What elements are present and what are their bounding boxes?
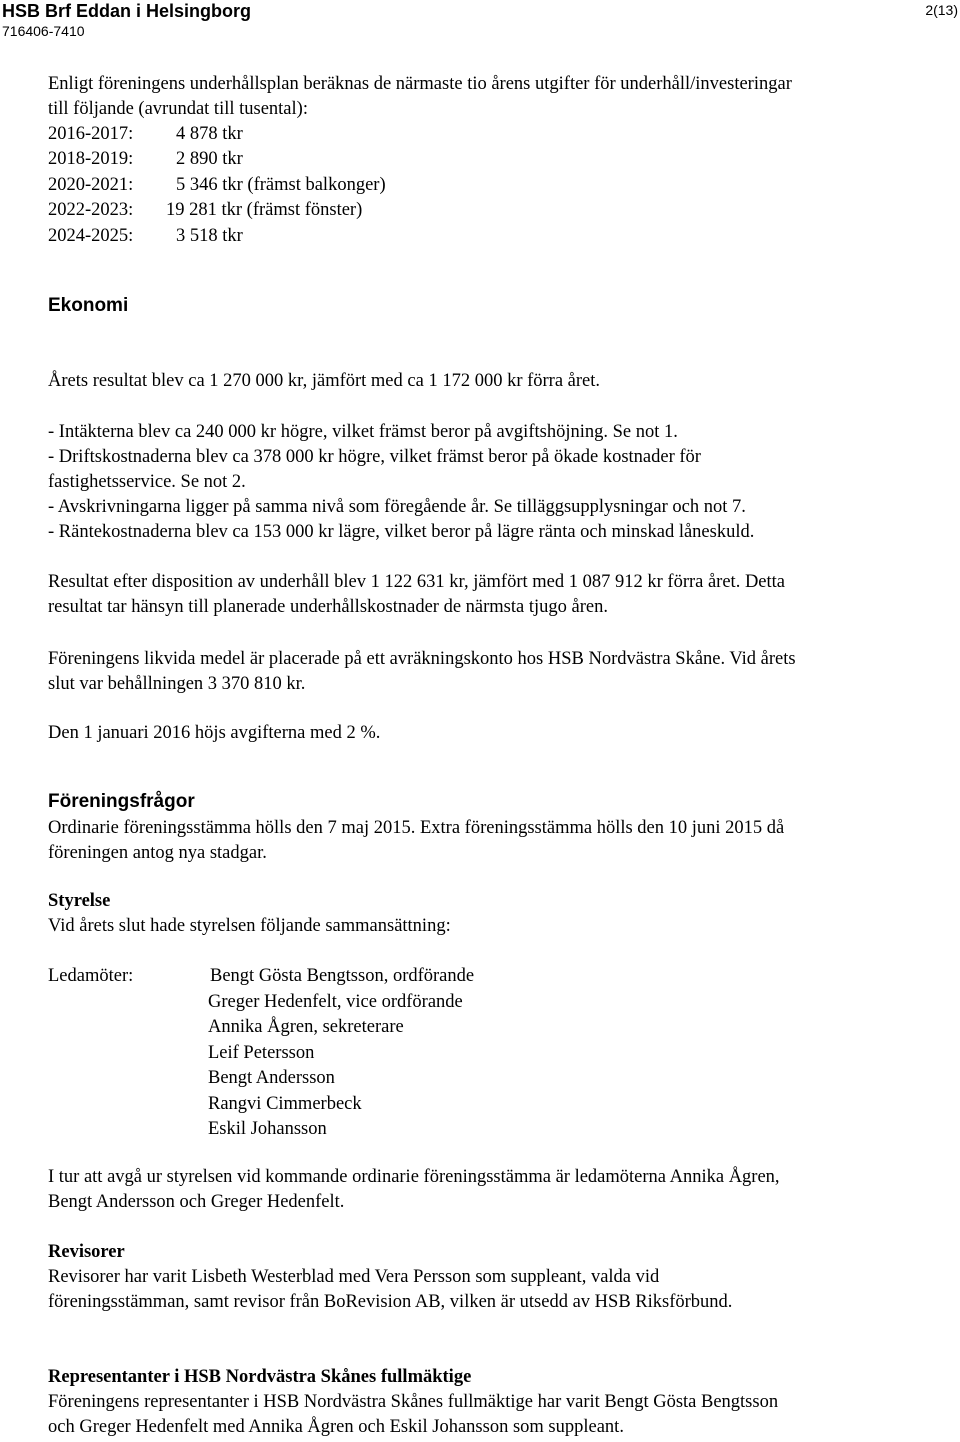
maintenance-period: 2020-2021:: [48, 175, 134, 195]
styrelse-intro: Vid årets slut hade styrelsen följande sammansättning:: [48, 916, 451, 936]
revisorer-line-2: föreningsstämman, samt revisor från BoRevision AB, vilken är utsedd av HSB Riksförbund.: [48, 1292, 733, 1312]
board-member-list: [208, 964, 474, 1143]
revisorer-heading: Revisorer: [48, 1242, 125, 1262]
liquidity-line-1: Föreningens likvida medel är placerade på ett avräkningskonto hos HSB Nordvästra Skåne. Vid årets: [48, 649, 796, 669]
maintenance-row: [48, 122, 243, 148]
bullet-driftskostnader-cont: fastighetsservice. Se not 2.: [48, 472, 246, 492]
liquidity-line-2: slut var behållningen 3 370 810 kr.: [48, 674, 306, 694]
bullet-driftskostnader: - Driftskostnaderna blev ca 378 000 kr högre, vilket främst beror på ökade kostnader för: [48, 447, 701, 467]
maintenance-row: [48, 198, 362, 224]
maintenance-period: 2016-2017:: [48, 124, 134, 144]
maintenance-row: [48, 224, 243, 250]
representanter-line-1: Föreningens representanter i HSB Nordvästra Skånes fullmäktige har varit Bengt Gösta Bengtsson: [48, 1392, 779, 1412]
organization-number: 716406-7410: [2, 23, 85, 39]
rotation-line-1: I tur att avgå ur styrelsen vid kommande ordinarie föreningsstämma är ledamöterna Annika Ågren,: [48, 1167, 780, 1187]
styrelse-heading: Styrelse: [48, 891, 111, 911]
result-line: Årets resultat blev ca 1 270 000 kr, jämfört med ca 1 172 000 kr förra året.: [48, 371, 601, 391]
maintenance-amount: 3 518 tkr: [176, 226, 243, 246]
board-member: Greger Hedenfelt, vice ordförande: [208, 991, 463, 1012]
organization-name: HSB Brf Eddan i Helsingborg: [2, 1, 252, 21]
maintenance-period: 2022-2023:: [48, 200, 134, 220]
page-number: 2(13): [925, 2, 958, 18]
maintenance-period: 2018-2019:: [48, 149, 134, 169]
board-member: Annika Ågren, sekreterare: [208, 1017, 404, 1037]
representanter-heading: Representanter i HSB Nordvästra Skånes fullmäktige: [48, 1367, 472, 1387]
meeting-line-1: Ordinarie föreningsstämma hölls den 7 maj 2015. Extra föreningsstämma hölls den 10 juni 2015 då: [48, 818, 785, 838]
board-member: Bengt Andersson: [208, 1068, 335, 1088]
revisorer-line-1: Revisorer har varit Lisbeth Westerblad med Vera Persson som suppleant, valda vid: [48, 1267, 660, 1287]
maintenance-amount: 19 281 tkr (främst fönster): [166, 200, 363, 220]
ledamoter-label: Ledamöter:: [48, 966, 134, 986]
disposition-line-2: resultat tar hänsyn till planerade underhållskostnader de närmsta tjugo åren.: [48, 597, 608, 617]
maintenance-period: 2024-2025:: [48, 226, 134, 246]
board-member: Leif Petersson: [208, 1042, 315, 1063]
bullet-intakter: - Intäkterna blev ca 240 000 kr högre, vilket främst beror på avgiftshöjning. Se not 1.: [48, 422, 678, 442]
representanter-line-2: och Greger Hedenfelt med Annika Ågren och Eskil Johansson som suppleant.: [48, 1417, 624, 1437]
fee-line: Den 1 januari 2016 höjs avgifterna med 2 %.: [48, 723, 381, 743]
maintenance-amount: 4 878 tkr: [176, 124, 243, 144]
maintenance-row: [48, 147, 243, 173]
bullet-rantekostnader: - Räntekostnaderna blev ca 153 000 kr lägre, vilket beror på lägre ränta och minskad låneskuld.: [48, 522, 755, 542]
board-member: Eskil Johansson: [208, 1119, 327, 1139]
maintenance-amount: 5 346 tkr (främst balkonger): [176, 175, 386, 195]
maintenance-row: [48, 173, 386, 199]
disposition-line-1: Resultat efter disposition av underhåll blev 1 122 631 kr, jämfört med 1 087 912 kr förra året. Detta: [48, 572, 786, 592]
maintenance-intro-line-1: Enligt föreningens underhållsplan beräknas de närmaste tio årens utgifter för underhåll/investeringar: [48, 74, 792, 94]
ekonomi-heading: Ekonomi: [48, 295, 129, 316]
board-member: Rangvi Cimmerbeck: [208, 1093, 362, 1114]
bullet-avskrivningar: - Avskrivningarna ligger på samma nivå som föregående år. Se tilläggsupplysningar och not 7.: [48, 497, 746, 517]
board-member: Bengt Gösta Bengtsson, ordförande: [210, 966, 475, 986]
meeting-line-2: föreningen antog nya stadgar.: [48, 843, 267, 863]
foreningsfragor-heading: Föreningsfrågor: [48, 791, 195, 812]
rotation-line-2: Bengt Andersson och Greger Hedenfelt.: [48, 1192, 345, 1212]
maintenance-intro-line-2: till följande (avrundat till tusental):: [48, 99, 308, 119]
maintenance-amount: 2 890 tkr: [176, 149, 243, 169]
